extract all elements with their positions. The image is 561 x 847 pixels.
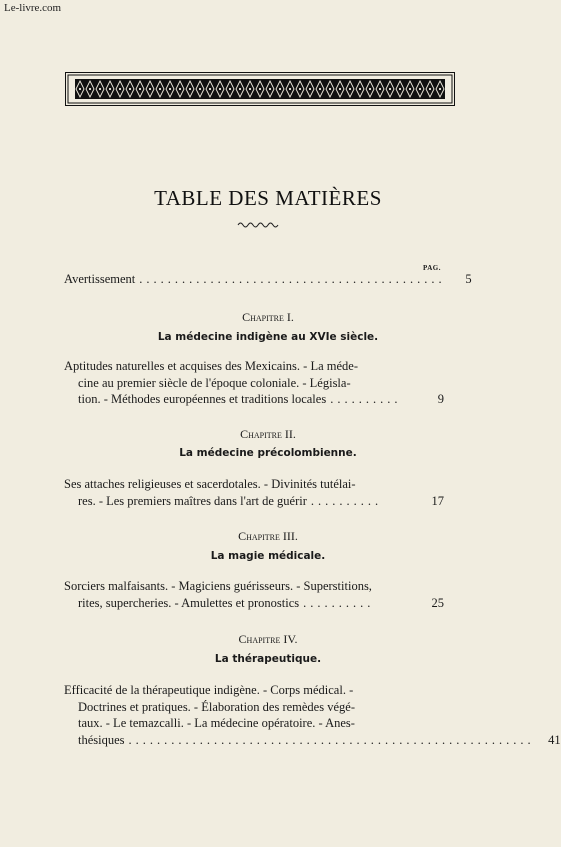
entry-line: cine au premier siècle de l'époque coloniale. - Législa- <box>78 375 351 390</box>
toc-entry-chapter-2[interactable] <box>64 476 444 509</box>
chapter-heading-1: Chapitre I. <box>242 310 294 324</box>
watermark: Le-livre.com <box>4 2 62 14</box>
toc-entry-chapter-1[interactable] <box>64 358 444 408</box>
toc-entry-chapter-4[interactable] <box>64 682 561 748</box>
chapter-title-2: La médecine précolombienne. <box>179 447 357 459</box>
leader-dots: .......... <box>330 392 402 406</box>
leader-dots: ......................................................... <box>128 732 535 747</box>
chapter-heading-4: Chapitre IV. <box>238 632 298 646</box>
page-title: TABLE DES MATIÈRES <box>154 186 382 210</box>
toc-entry-avertissement[interactable] <box>64 271 472 288</box>
chapter-title-1: La médecine indigène au XVIe siècle. <box>157 331 379 343</box>
chapter-heading-3: Chapitre III. <box>238 529 298 543</box>
page-column-label: PAG. <box>423 264 442 272</box>
entry-line: Doctrines et pratiques. - Élaboration des remèdes végé- <box>78 699 355 714</box>
leader-dots: ........................................... <box>139 272 446 286</box>
entry-line: Aptitudes naturelles et acquises des Mexicains. - La méde- <box>64 359 359 373</box>
toc-page-number: 9 <box>437 392 444 406</box>
toc-page-number: 5 <box>465 272 472 286</box>
entry-line-last: rites, supercheries. - Amulettes et pronostics .......... 25 <box>78 595 444 610</box>
decorative-header-ornament <box>65 72 455 106</box>
title-ornament-squiggle <box>238 221 278 229</box>
chapter-title-3: La magie médicale. <box>210 550 326 562</box>
entry-line: Efficacité de la thérapeutique indigène. - Corps médical. - <box>64 683 354 697</box>
toc-entry-label: Avertissement <box>64 272 136 286</box>
entry-line-last: res. - Les premiers maîtres dans l'art de guérir .......... 17 <box>78 493 444 508</box>
entry-line-last: tion. - Méthodes européennes et traditions locales .......... 9 <box>78 392 444 406</box>
entry-line-last: thésiques ......................................................... 41 <box>78 732 561 747</box>
entry-line: taux. - Le temazcalli. - La médecine opératoire. - Anes- <box>78 716 355 730</box>
entry-line: Sorciers malfaisants. - Magiciens guérisseurs. - Superstitions, <box>64 579 372 593</box>
toc-page-number: 25 <box>431 595 444 610</box>
chapter-title-4: La thérapeutique. <box>214 653 322 665</box>
leader-dots: .......... <box>310 493 383 508</box>
chapter-heading-2: Chapitre II. <box>240 427 296 441</box>
toc-page-number: 17 <box>431 493 444 508</box>
leader-dots: .......... <box>303 595 375 610</box>
toc-entry-chapter-3[interactable] <box>64 578 444 611</box>
entry-line: Ses attaches religieuses et sacerdotales. - Divinités tutélai- <box>64 477 356 491</box>
toc-page-number: 41 <box>548 732 561 747</box>
